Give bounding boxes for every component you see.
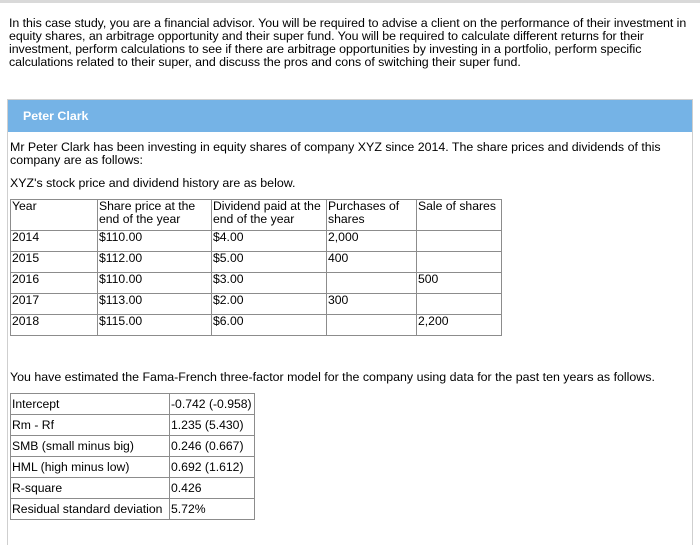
cell-estimate: 5.72% xyxy=(170,499,255,520)
table-row xyxy=(11,457,255,478)
cell-price: $115.00 xyxy=(98,315,212,336)
model-caption: You have estimated the Fama-French three-factor model for the company using data for the past ten years as follows. xyxy=(10,370,655,384)
client-description: Mr Peter Clark has been investing in equity shares of company XYZ since 2014. The share prices and dividends of this company are as follows: xyxy=(10,140,661,167)
cell-year: 2018 xyxy=(11,315,98,336)
cell-price: $110.00 xyxy=(98,273,212,294)
fama-french-model-table xyxy=(10,393,255,520)
cell-year: 2015 xyxy=(11,252,98,273)
cell-factor: Residual standard deviation xyxy=(11,499,170,520)
cell-year: 2016 xyxy=(11,273,98,294)
cell-estimate: 0.426 xyxy=(170,478,255,499)
cell-estimate: 1.235 (5.430) xyxy=(170,415,255,436)
cell-dividend: $2.00 xyxy=(212,294,327,315)
cell-dividend: $4.00 xyxy=(212,231,327,252)
cell-purchases: 400 xyxy=(327,252,417,273)
table-row xyxy=(11,294,502,315)
header-purchases: Purchases of shares xyxy=(327,200,417,231)
cell-estimate: -0.742 (-0.958) xyxy=(170,394,255,415)
table-row xyxy=(11,436,255,457)
cell-factor: Rm - Rf xyxy=(11,415,170,436)
cell-purchases: 300 xyxy=(327,294,417,315)
cell-year: 2014 xyxy=(11,231,98,252)
table-row xyxy=(11,273,502,294)
cell-sales xyxy=(417,294,502,315)
client-name-header: Peter Clark xyxy=(8,100,692,132)
cell-sales: 2,200 xyxy=(417,315,502,336)
table-row xyxy=(11,315,502,336)
cell-purchases: 2,000 xyxy=(327,231,417,252)
cell-dividend: $3.00 xyxy=(212,273,327,294)
cell-estimate: 0.692 (1.612) xyxy=(170,457,255,478)
history-caption: XYZ's stock price and dividend history are as below. xyxy=(10,176,296,190)
cell-purchases xyxy=(327,315,417,336)
cell-factor: R-square xyxy=(11,478,170,499)
top-divider xyxy=(0,0,700,3)
table-row xyxy=(11,478,255,499)
header-sales: Sale of shares xyxy=(417,200,502,231)
table-row xyxy=(11,415,255,436)
cell-dividend: $5.00 xyxy=(212,252,327,273)
header-dividend: Dividend paid at the end of the year xyxy=(212,200,327,231)
header-share-price: Share price at the end of the year xyxy=(98,200,212,231)
cell-purchases xyxy=(327,273,417,294)
cell-factor: HML (high minus low) xyxy=(11,457,170,478)
cell-dividend: $6.00 xyxy=(212,315,327,336)
case-study-intro: In this case study, you are a financial advisor. You will be required to advise a client on the performance of their investment in equity shares, an arbitrage opportunity and their super fund. You will be required to calculate different returns for their investment, perform calculations to see if there are arbitrage opportunities by investing in a portfolio, perform specific calculations related to their super, and discuss the pros and cons of switching their super fund. xyxy=(9,16,687,69)
cell-sales: 500 xyxy=(417,273,502,294)
table-row xyxy=(11,499,255,520)
cell-sales xyxy=(417,231,502,252)
cell-price: $112.00 xyxy=(98,252,212,273)
table-row xyxy=(11,252,502,273)
table-row xyxy=(11,394,255,415)
table-row xyxy=(11,231,502,252)
cell-price: $113.00 xyxy=(98,294,212,315)
price-dividend-history-table xyxy=(10,199,502,336)
cell-factor: Intercept xyxy=(11,394,170,415)
cell-factor: SMB (small minus big) xyxy=(11,436,170,457)
cell-year: 2017 xyxy=(11,294,98,315)
cell-sales xyxy=(417,252,502,273)
client-card xyxy=(7,99,693,545)
table-header-row xyxy=(11,200,502,231)
cell-price: $110.00 xyxy=(98,231,212,252)
header-year: Year xyxy=(11,200,98,231)
cell-estimate: 0.246 (0.667) xyxy=(170,436,255,457)
